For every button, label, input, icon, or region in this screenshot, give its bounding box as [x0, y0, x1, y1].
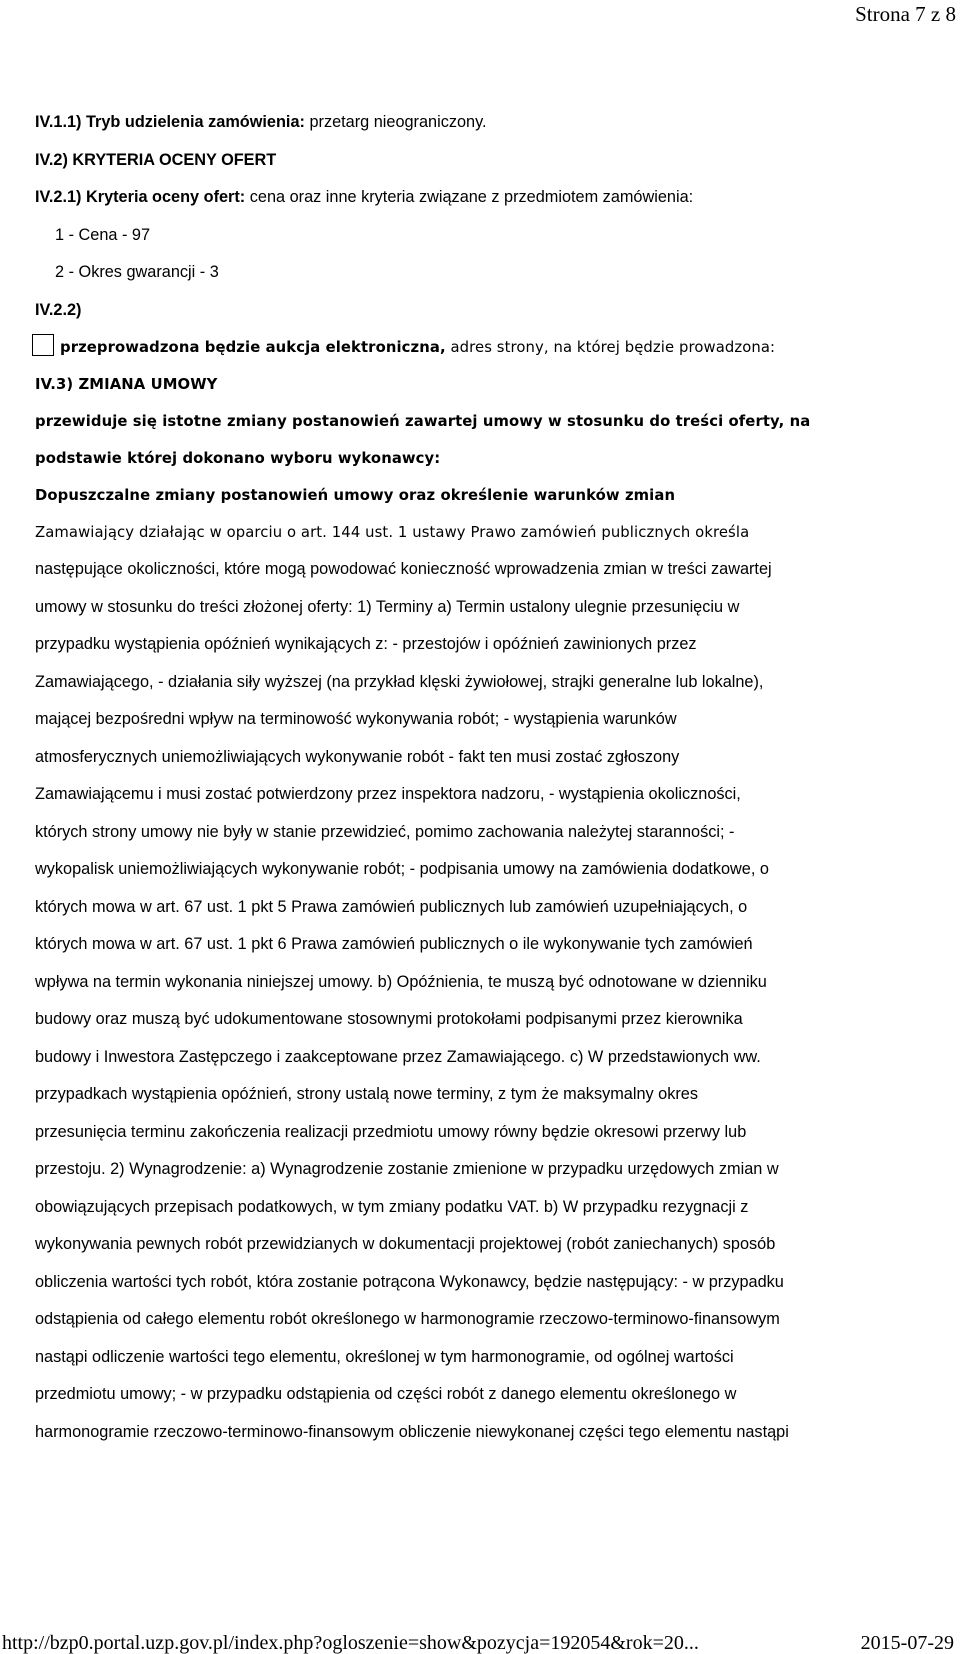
footer-url[interactable]: http://bzp0.portal.uzp.gov.pl/index.php?ogloszenie=show&pozycja=192054&rok=20...: [2, 1632, 699, 1654]
body-line: budowy i Inwestora Zastępczego i zaakceptowane przez Zamawiającego. c) W przedstawionych ww.: [35, 1047, 761, 1066]
aukcja-label: przeprowadzona będzie aukcja elektroniczna,: [60, 339, 446, 356]
body-line: Zamawiającego, - działania siły wyższej (na przykład klęski żywiołowej, strajki generalne lub lokalne),: [35, 672, 764, 691]
aukcja-row: [35, 329, 935, 366]
aukcja-title-text: IV.2.2): [35, 300, 82, 319]
body-line: nastąpi odliczenie wartości tego elementu, określonej w tym harmonogramie, od ogólnej wartości: [35, 1347, 734, 1366]
criterion-item: 1 - Cena - 97: [55, 225, 151, 244]
document-body: [35, 104, 935, 1451]
body-line: Zamawiającemu i musi zostać potwierdzony przez inspektora nadzoru, - wystąpienia okoliczności,: [35, 785, 741, 803]
body-line: wykopalisk uniemożliwiających wykonywanie robót; - podpisania umowy na zamówienia dodatkowe, o: [35, 860, 769, 878]
tryb-line: [35, 104, 935, 142]
body-line: wpływa na termin wykonania niniejszej umowy. b) Opóźnienia, te muszą być odnotowane w dzienniku: [35, 972, 767, 991]
body-line: następujące okoliczności, które mogą powodować konieczność wprowadzenia zmian w treści zawartej: [35, 560, 772, 578]
body-line: przypadku wystąpienia opóźnień wynikających z: - przestojów i opóźnień zawinionych przez: [35, 635, 697, 653]
zmiana-line: podstawie której dokonano wyboru wykonawcy:: [35, 450, 441, 467]
kryteria-oceny-label: IV.2.1) Kryteria oceny ofert:: [35, 188, 246, 206]
body-line: przedmiotu umowy; - w przypadku odstąpienia od części robót z danego elementu określonego w: [35, 1385, 737, 1403]
body-line: wykonywania pewnych robót przewidzianych w dokumentacji projektowej (robót zaniechanych) sposób: [35, 1235, 776, 1253]
kryteria-title: [35, 142, 935, 180]
tryb-value: przetarg nieograniczony.: [304, 113, 487, 131]
body-line: budowy oraz muszą być udokumentowane stosownymi protokołami podpisanymi przez kierownika: [35, 1010, 743, 1028]
body-line: harmonogramie rzeczowo-terminowo-finansowym obliczenie niewykonanej części tego elementu nastąpi: [35, 1422, 789, 1441]
aukcja-value: adres strony, na której będzie prowadzona:: [445, 339, 776, 356]
body-line: których mowa w art. 67 ust. 1 pkt 6 Prawa zamówień publicznych o ile wykonywanie tych zamówień: [35, 935, 753, 953]
body-line: umowy w stosunku do treści złożonej oferty: 1) Terminy a) Termin ustalony ulegnie przesunięciu w: [35, 597, 740, 616]
dopuszczalne-title: Dopuszczalne zmiany postanowień umowy oraz określenie warunków zmian: [35, 487, 676, 504]
body-line: atmosferycznych uniemożliwiających wykonywanie robót - fakt ten musi zostać zgłoszony: [35, 747, 680, 766]
body-paragraph: [35, 551, 935, 1451]
kryteria-oceny-line: [35, 179, 935, 217]
body-line: mającej bezpośredni wpływ na terminowość wykonywania robót; - wystąpienia warunków: [35, 710, 677, 728]
body-line: przypadkach wystąpienia opóźnień, strony ustalą nowe terminy, z tym że maksymalny okres: [35, 1085, 698, 1103]
body-line: których strony umowy nie były w stanie przewidzieć, pomimo zachowania należytej staranności; -: [35, 822, 735, 841]
zmiana-line: przewiduje się istotne zmiany postanowień zawartej umowy w stosunku do treści oferty, na: [35, 413, 811, 430]
page-footer: [0, 1632, 960, 1654]
body-line: przesunięcia terminu zakończenia realizacji przedmiotu umowy równy będzie okresowi przerwy lub: [35, 1122, 747, 1141]
kryteria-title-text: IV.2) KRYTERIA OCENY OFERT: [35, 150, 277, 169]
body-line: których mowa w art. 67 ust. 1 pkt 5 Prawa zamówień publicznych lub zamówień uzupełniających, o: [35, 897, 748, 916]
criterion-item: 2 - Okres gwarancji - 3: [55, 263, 219, 281]
page-number: Strona 7 z 8: [855, 2, 956, 26]
body-line: obliczenia wartości tych robót, która zostanie potrącona Wykonawcy, będzie następujący: - w przypadku: [35, 1272, 784, 1291]
body-line: Zamawiający działając w oparciu o art. 144 ust. 1 ustawy Prawo zamówień publicznych określa: [35, 524, 750, 541]
footer-date: 2015-07-29: [860, 1632, 954, 1654]
body-line: obowiązujących przepisach podatkowych, w tym zmiany podatku VAT. b) W przypadku rezygnacji z: [35, 1197, 749, 1216]
body-line: przestoju. 2) Wynagrodzenie: a) Wynagrodzenie zostanie zmienione w przypadku urzędowych zmian w: [35, 1160, 779, 1178]
body-line: odstąpienia od całego elementu robót określonego w harmonogramie rzeczowo-terminowo-finansowym: [35, 1310, 780, 1328]
kryteria-oceny-value: cena oraz inne kryteria związane z przedmiotem zamówienia:: [245, 188, 694, 206]
zmiana-title-text: IV.3) ZMIANA UMOWY: [35, 376, 218, 393]
zmiana-title: [35, 366, 935, 403]
aukcja-title: [35, 292, 935, 330]
aukcja-checkbox[interactable]: [32, 334, 54, 356]
tryb-label: IV.1.1) Tryb udzielenia zamówienia:: [35, 113, 305, 131]
